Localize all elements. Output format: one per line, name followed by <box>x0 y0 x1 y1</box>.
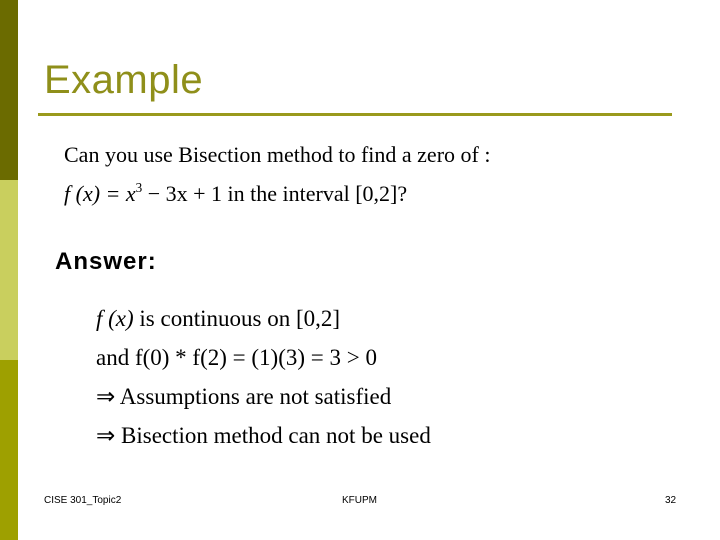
answer-line-4: ⇒ Bisection method can not be used <box>96 423 431 448</box>
answer-line-2: and f(0) * f(2) = (1)(3) = 3 > 0 <box>96 345 377 370</box>
answer-line-3: ⇒ Assumptions are not satisfied <box>96 384 392 409</box>
title-divider <box>38 113 672 116</box>
question-interval: − 3x + 1 in the interval [0,2]? <box>142 181 408 206</box>
accent-bar-bottom <box>0 360 18 540</box>
question-line-1: Can you use Bisection method to find a zero of : <box>64 142 491 167</box>
footer-institution: KFUPM <box>342 495 377 506</box>
accent-bar-middle <box>0 180 18 360</box>
answer-continuity: is continuous on [0,2] <box>133 306 341 331</box>
answer-heading: Answer: <box>55 248 157 275</box>
page-number: 32 <box>665 495 677 506</box>
footer-course: CISE 301_Topic2 <box>44 495 122 506</box>
question-function: f (x) = x <box>64 181 136 206</box>
accent-bar-top <box>0 0 18 180</box>
answer-line-1 <box>96 306 340 332</box>
question-line-2 <box>64 181 407 207</box>
answer-function: f (x) <box>96 306 134 331</box>
question-exponent: 3 <box>135 180 143 195</box>
slide-title: Example <box>44 58 204 102</box>
